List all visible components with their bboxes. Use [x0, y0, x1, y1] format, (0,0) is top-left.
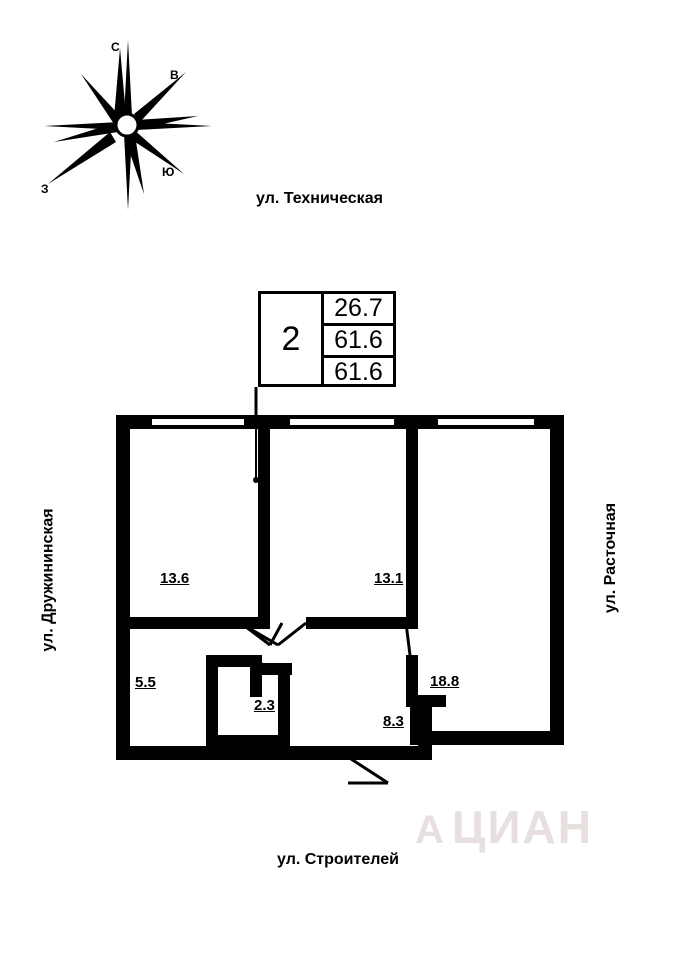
compass-rose: [36, 34, 221, 219]
street-label-bottom: ул. Строителей: [277, 851, 399, 868]
compass-label-south: Ю: [162, 165, 175, 179]
room-area-corridor: 8.3: [383, 713, 404, 730]
room-area-kitchen: 18.8: [430, 673, 460, 690]
area-full: 61.6: [324, 355, 393, 387]
room-count: 2: [281, 319, 301, 358]
room-area-bedroom-right: 13.1: [374, 570, 404, 587]
compass-label-west: З: [41, 182, 49, 196]
area-living: 26.7: [334, 294, 383, 322]
room-area-bathroom: 2.3: [254, 697, 275, 714]
street-label-right: ул. Расточная: [602, 502, 620, 614]
watermark-logo-icon: А: [415, 808, 446, 852]
area-total: 61.6: [324, 323, 393, 355]
apartment-info-badge: [258, 291, 396, 387]
floorplan-drawing: [110, 405, 570, 795]
area-list: [321, 294, 393, 384]
street-label-top: ул. Техническая: [256, 190, 383, 207]
room-area-hall: 5.5: [135, 674, 156, 691]
compass-label-north: С: [111, 40, 120, 54]
compass-label-east: В: [170, 68, 179, 82]
street-label-left: ул. Дружининская: [39, 508, 57, 652]
compass-icon: [36, 34, 221, 219]
room-area-bedroom-left: 13.6: [160, 570, 190, 587]
watermark: [415, 800, 593, 854]
watermark-text: ЦИАН: [451, 801, 593, 853]
